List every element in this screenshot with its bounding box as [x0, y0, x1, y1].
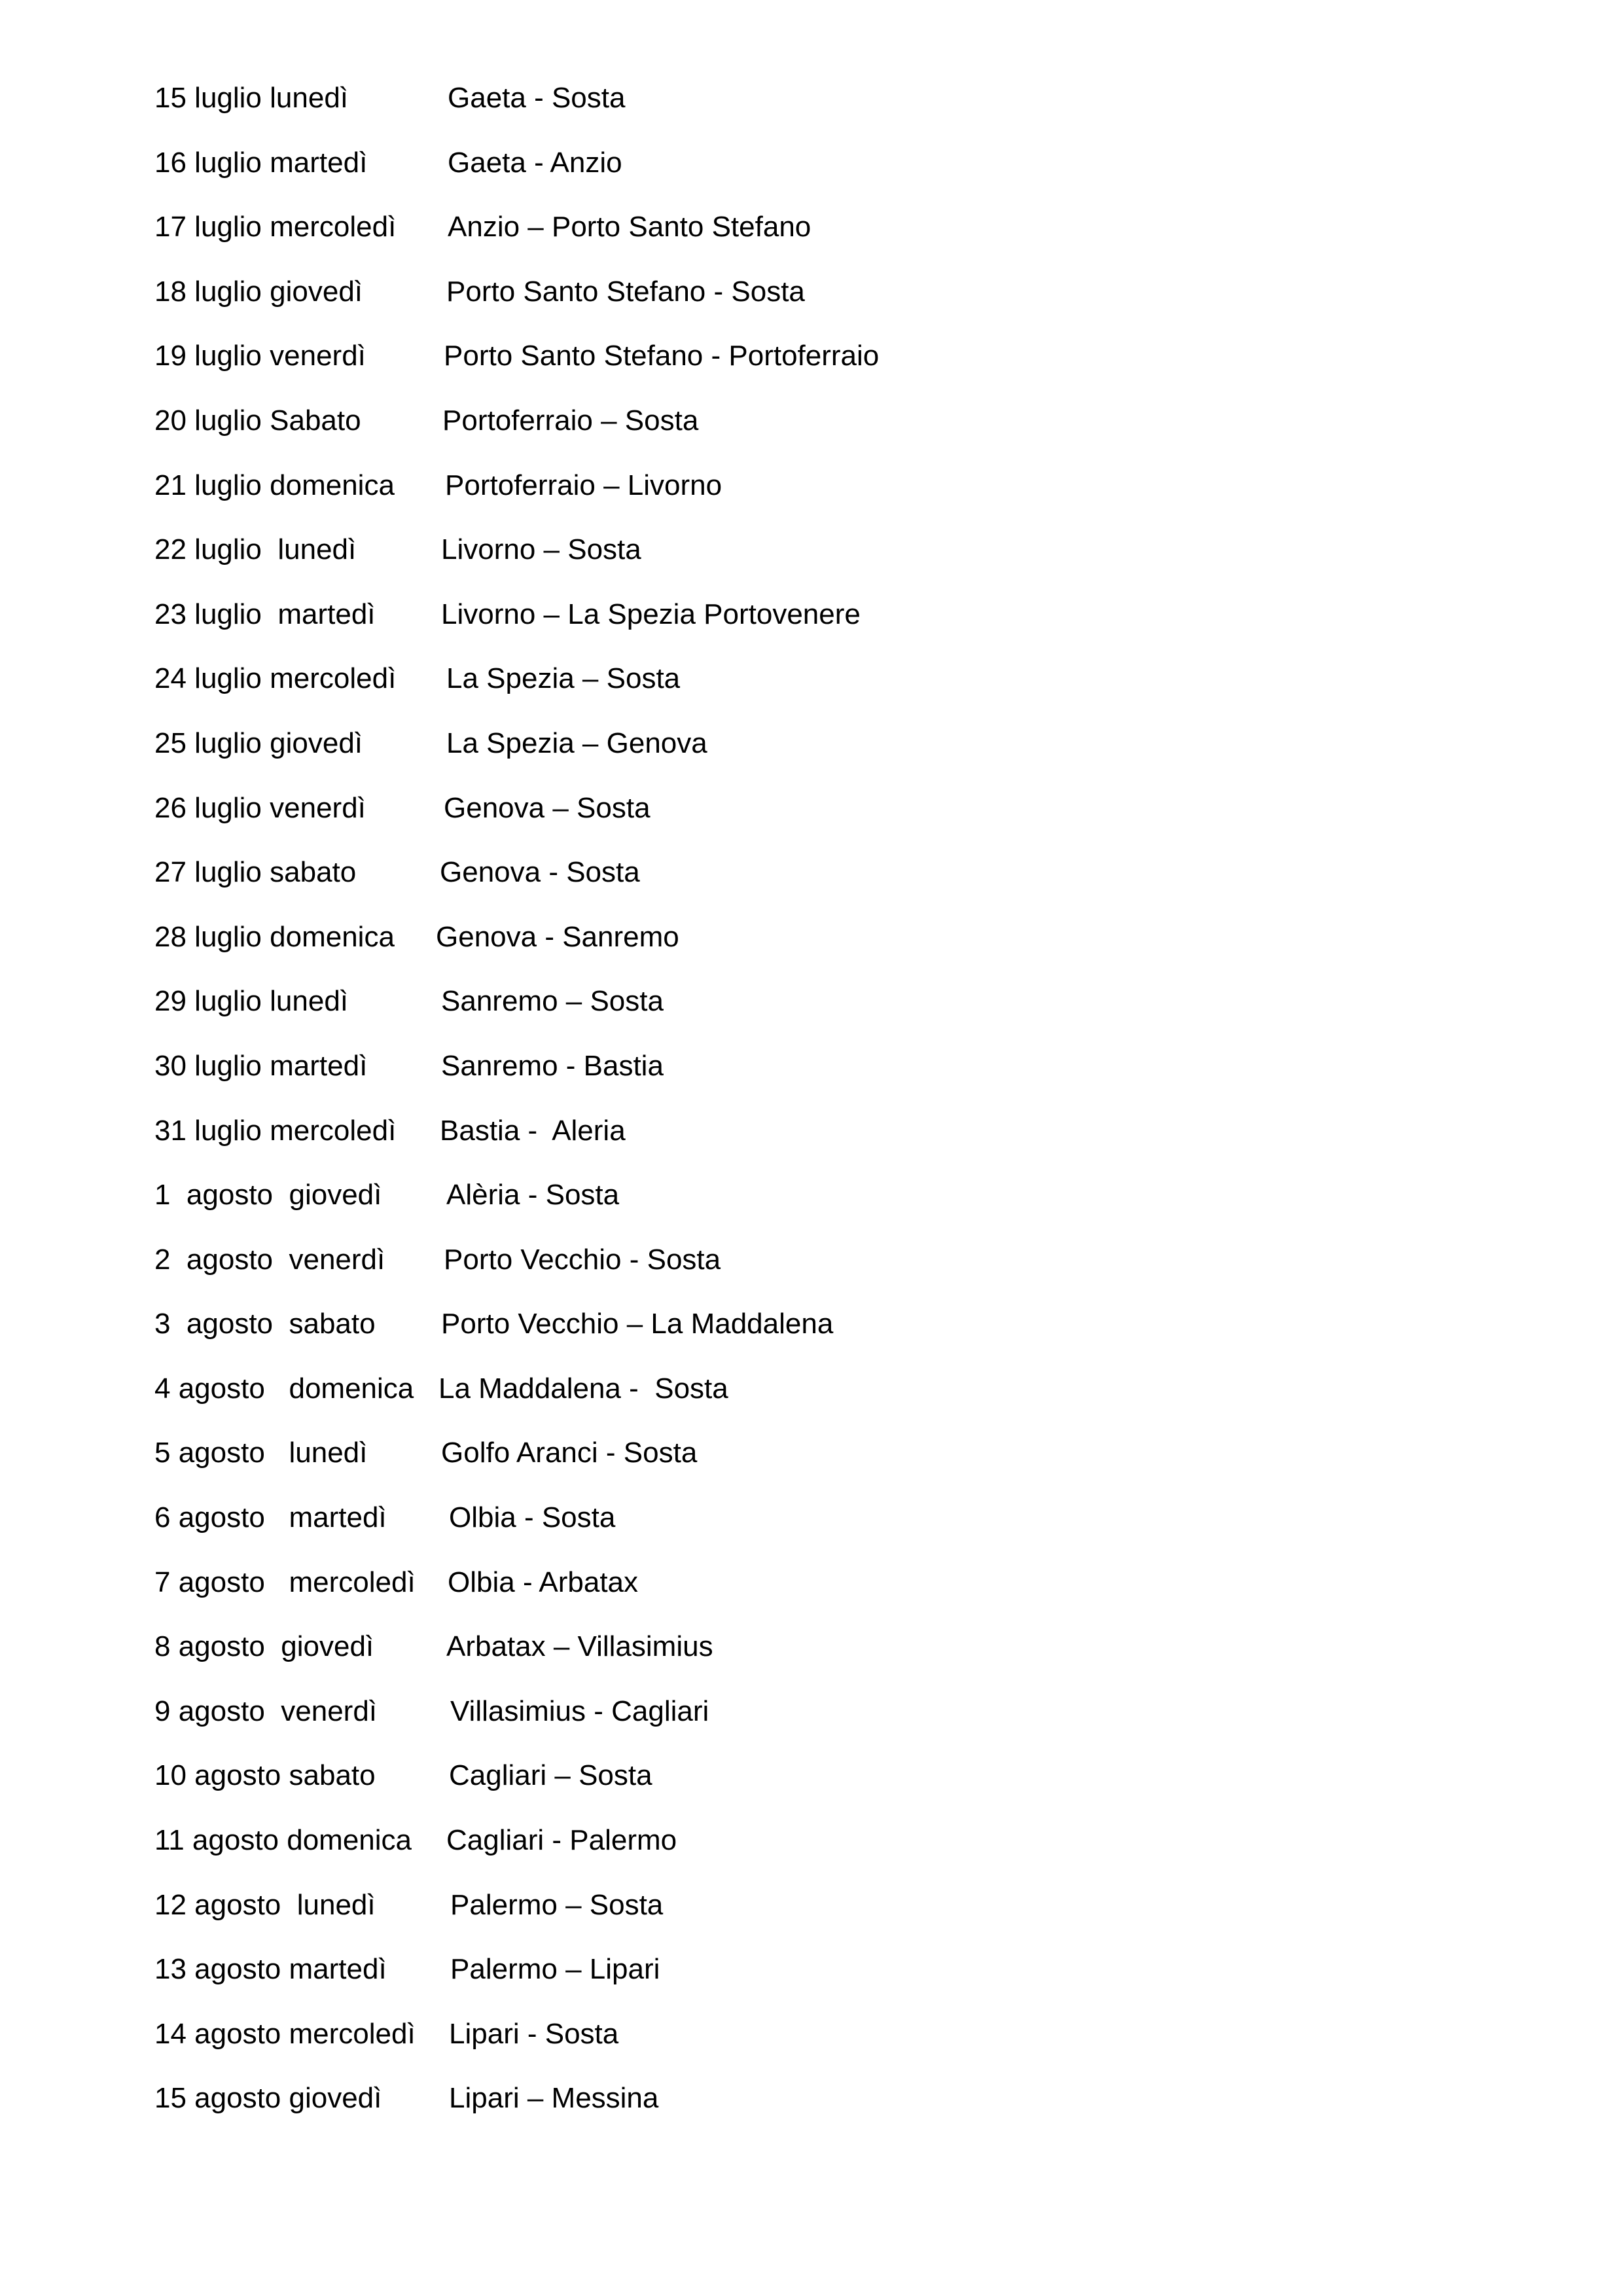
- itinerary-date: 20 luglio Sabato: [154, 404, 361, 437]
- itinerary-date: 3 agosto sabato: [154, 1308, 376, 1340]
- itinerary-route: Sanremo – Sosta: [441, 985, 664, 1018]
- itinerary-route: Olbia - Sosta: [449, 1501, 616, 1534]
- itinerary-date: 12 agosto lunedì: [154, 1888, 376, 1921]
- itinerary-route: Genova – Sosta: [444, 791, 651, 824]
- itinerary-route: La Maddalena - Sosta: [438, 1372, 728, 1405]
- itinerary-date: 25 luglio giovedì: [154, 726, 363, 759]
- itinerary-route: Bastia - Aleria: [440, 1114, 626, 1147]
- itinerary-route: Lipari - Sosta: [449, 2017, 619, 2050]
- itinerary-date: 21 luglio domenica: [154, 469, 395, 501]
- itinerary-route: Livorno – La Spezia Portovenere: [441, 598, 861, 630]
- itinerary-route: Genova - Sosta: [440, 856, 640, 889]
- itinerary-row: [154, 1242, 1332, 1306]
- itinerary-date: 29 luglio lunedì: [154, 985, 349, 1018]
- itinerary-date: 15 luglio lunedì: [154, 82, 349, 114]
- itinerary-date: 2 agosto venerdì: [154, 1243, 385, 1276]
- itinerary-route: Golfo Aranci - Sosta: [441, 1437, 698, 1469]
- itinerary-date: 26 luglio venerdì: [154, 791, 366, 824]
- itinerary-row: [154, 790, 1332, 855]
- itinerary-date: 23 luglio martedì: [154, 598, 376, 630]
- itinerary-row: [154, 338, 1332, 403]
- itinerary-row: [154, 2080, 1332, 2145]
- itinerary-date: 8 agosto giovedì: [154, 1630, 374, 1663]
- itinerary-route: Alèria - Sosta: [446, 1179, 620, 1211]
- itinerary-date: 4 agosto domenica: [154, 1372, 414, 1405]
- itinerary-row: [154, 1371, 1332, 1435]
- itinerary-row: [154, 1693, 1332, 1758]
- itinerary-row: [154, 2016, 1332, 2081]
- itinerary-date: 16 luglio martedì: [154, 146, 368, 179]
- itinerary-row: [154, 1628, 1332, 1693]
- itinerary-date: 5 agosto lunedì: [154, 1437, 368, 1469]
- itinerary-route: Villasimius - Cagliari: [450, 1695, 709, 1727]
- itinerary-route: Gaeta - Anzio: [448, 146, 622, 179]
- itinerary-row: [154, 1306, 1332, 1371]
- itinerary-route: Portoferraio – Sosta: [442, 404, 699, 437]
- itinerary-date: 7 agosto mercoledì: [154, 1566, 416, 1598]
- itinerary-route: Cagliari - Palermo: [446, 1824, 677, 1857]
- itinerary-date: 9 agosto venerdì: [154, 1695, 378, 1727]
- itinerary-row: [154, 145, 1332, 209]
- itinerary-date: 1 agosto giovedì: [154, 1179, 382, 1211]
- itinerary-row: [154, 531, 1332, 596]
- itinerary-route: Arbatax – Villasimius: [446, 1630, 713, 1663]
- itinerary-route: Genova - Sanremo: [436, 920, 679, 953]
- itinerary-route: Sanremo - Bastia: [441, 1049, 664, 1082]
- itinerary-row: [154, 1887, 1332, 1952]
- itinerary-row: [154, 1499, 1332, 1564]
- itinerary-row: [154, 1951, 1332, 2016]
- itinerary-date: 19 luglio venerdì: [154, 340, 366, 372]
- itinerary-route: Lipari – Messina: [449, 2082, 659, 2115]
- itinerary-row: [154, 596, 1332, 661]
- itinerary-date: 30 luglio martedì: [154, 1049, 368, 1082]
- itinerary-date: 10 agosto sabato: [154, 1759, 376, 1792]
- itinerary-route: Anzio – Porto Santo Stefano: [448, 211, 812, 243]
- itinerary-route: Livorno – Sosta: [441, 533, 641, 566]
- itinerary-date: 22 luglio lunedì: [154, 533, 357, 566]
- itinerary-row: [154, 725, 1332, 790]
- itinerary-date: 28 luglio domenica: [154, 920, 395, 953]
- itinerary-row: [154, 274, 1332, 338]
- itinerary-route: Porto Vecchio - Sosta: [444, 1243, 721, 1276]
- itinerary-route: Cagliari – Sosta: [449, 1759, 652, 1792]
- itinerary-row: [154, 1757, 1332, 1822]
- itinerary-route: Palermo – Sosta: [450, 1888, 664, 1921]
- itinerary-row: [154, 80, 1332, 145]
- itinerary-row: [154, 1113, 1332, 1177]
- itinerary-row: [154, 209, 1332, 274]
- itinerary-row: [154, 1048, 1332, 1113]
- itinerary-row: [154, 467, 1332, 532]
- itinerary-row: [154, 983, 1332, 1048]
- itinerary-date: 18 luglio giovedì: [154, 275, 363, 308]
- itinerary-date: 14 agosto mercoledì: [154, 2017, 416, 2050]
- itinerary-route: Olbia - Arbatax: [448, 1566, 639, 1598]
- itinerary-route: Gaeta - Sosta: [448, 82, 626, 114]
- itinerary-row: [154, 854, 1332, 919]
- itinerary-date: 17 luglio mercoledì: [154, 211, 397, 243]
- itinerary-date: 13 agosto martedì: [154, 1953, 387, 1986]
- itinerary-row: [154, 919, 1332, 984]
- itinerary-route: Porto Santo Stefano - Portoferraio: [444, 340, 880, 372]
- itinerary-row: [154, 1822, 1332, 1887]
- itinerary-route: Porto Santo Stefano - Sosta: [446, 275, 805, 308]
- itinerary-route: La Spezia – Genova: [446, 726, 707, 759]
- itinerary-date: 24 luglio mercoledì: [154, 662, 397, 695]
- itinerary-route: Porto Vecchio – La Maddalena: [441, 1308, 834, 1340]
- itinerary-row: [154, 660, 1332, 725]
- itinerary-date: 27 luglio sabato: [154, 856, 357, 889]
- itinerary-row: [154, 1564, 1332, 1629]
- itinerary-route: Portoferraio – Livorno: [445, 469, 722, 501]
- itinerary-list: [154, 80, 1332, 2145]
- itinerary-date: 6 agosto martedì: [154, 1501, 387, 1534]
- itinerary-date: 31 luglio mercoledì: [154, 1114, 397, 1147]
- itinerary-route: La Spezia – Sosta: [446, 662, 681, 695]
- itinerary-row: [154, 1435, 1332, 1499]
- itinerary-date: 11 agosto domenica: [154, 1824, 412, 1857]
- itinerary-row: [154, 403, 1332, 467]
- itinerary-row: [154, 1177, 1332, 1242]
- itinerary-route: Palermo – Lipari: [450, 1953, 660, 1986]
- itinerary-date: 15 agosto giovedì: [154, 2082, 382, 2115]
